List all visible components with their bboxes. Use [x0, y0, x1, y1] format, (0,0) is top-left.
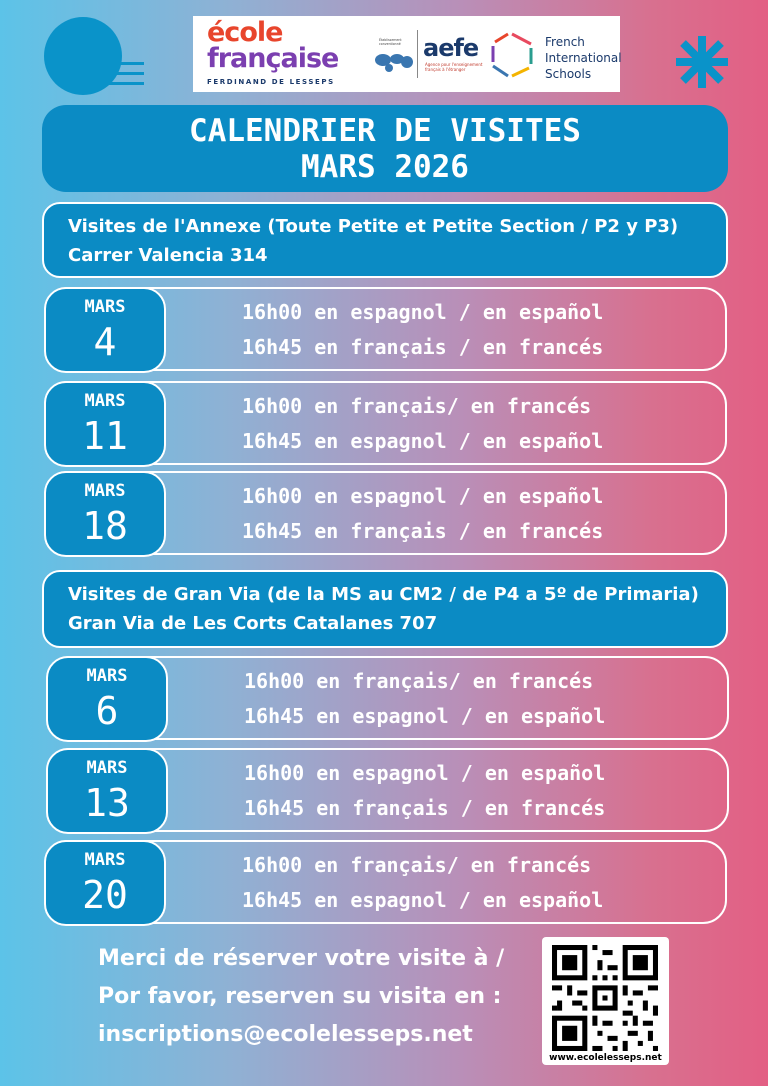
- visit-times: 16h00 en espagnol / en español 16h45 en français / en francés: [242, 300, 604, 359]
- qr-code[interactable]: [542, 937, 669, 1065]
- fis-logo-text: French International Schools: [545, 35, 622, 81]
- section-title: Visites de l'Annexe (Toute Petite et Petite Section / P2 y P3): [68, 216, 679, 237]
- visit-row: [44, 287, 727, 371]
- decorative-line: [96, 62, 144, 65]
- visit-times: 16h00 en français/ en francés 16h45 en espagnol / en español: [242, 853, 604, 912]
- logo-divider: [417, 30, 418, 78]
- date-badge: MARS 4: [44, 287, 166, 373]
- visit-row: [44, 381, 727, 465]
- decorative-line: [102, 72, 144, 75]
- logo-banner: [193, 16, 620, 92]
- section-address: Gran Via de Les Corts Catalanes 707: [68, 613, 438, 634]
- qr-code-icon: [552, 945, 658, 1051]
- decorative-line: [96, 82, 144, 85]
- aefe-caption: Établissement conventionné: [379, 38, 402, 46]
- booking-info: [98, 940, 504, 1054]
- section-address: Carrer Valencia 314: [68, 245, 268, 266]
- section-title: Visites de Gran Via (de la MS au CM2 / de P4 a 5º de Primaria): [68, 584, 699, 605]
- booking-text-es: Por favor, reserven su visita en :: [98, 984, 502, 1009]
- date-badge: MARS 20: [44, 840, 166, 926]
- visit-times: 16h00 en français/ en francés 16h45 en espagnol / en español: [244, 669, 606, 728]
- visit-row: [46, 656, 729, 740]
- date-badge: MARS 13: [46, 748, 168, 834]
- ecole-francaise-logo: école française: [207, 17, 339, 74]
- visit-times: 16h00 en français/ en francés 16h45 en espagnol / en español: [242, 394, 604, 453]
- world-map-icon: [373, 50, 415, 74]
- section-header-gran-via: [42, 570, 728, 648]
- aefe-logo: aefe: [423, 34, 479, 62]
- logo-subtitle: FERDINAND DE LESSEPS: [207, 78, 335, 86]
- qr-url: www.ecolelesseps.net: [549, 1053, 662, 1063]
- date-badge: MARS 6: [46, 656, 168, 742]
- visit-row: [44, 840, 727, 924]
- booking-email-link[interactable]: inscriptions@ecolelesseps.net: [98, 1022, 473, 1047]
- visit-row: [46, 748, 729, 832]
- fis-hexagon-logo: [487, 30, 537, 80]
- visit-times: 16h00 en espagnol / en español 16h45 en français / en francés: [242, 484, 604, 543]
- section-header-annexe: [42, 202, 728, 278]
- aefe-subtitle: Agence pour l'enseignement français à l'étranger: [425, 62, 483, 72]
- visit-times: 16h00 en espagnol / en español 16h45 en français / en francés: [244, 761, 606, 820]
- page-title: CALENDRIER DE VISITES MARS 2026: [42, 105, 728, 192]
- date-badge: MARS 11: [44, 381, 166, 467]
- visit-row: [44, 471, 727, 555]
- booking-text-fr: Merci de réserver votre visite à /: [98, 946, 505, 971]
- asterisk-icon: [674, 34, 730, 90]
- date-badge: MARS 18: [44, 471, 166, 557]
